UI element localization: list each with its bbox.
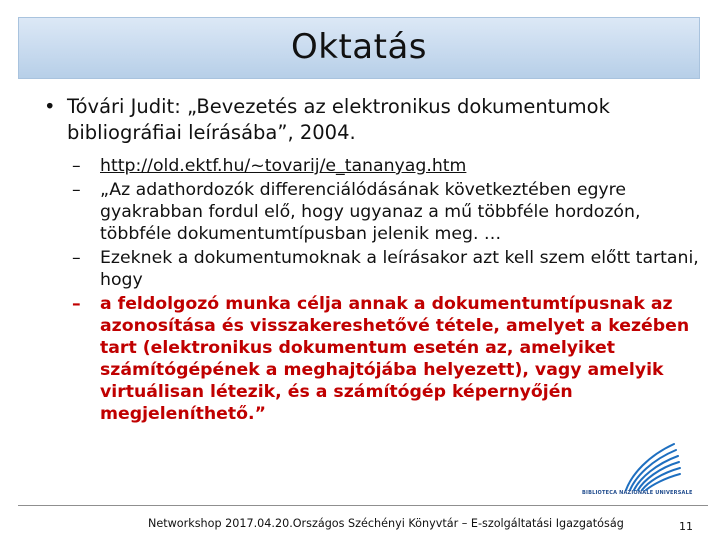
- main-bullet-text: Tóvári Judit: „Bevezetés az elektronikus dokumentumok bibliográfiai leírásába”, 2004.: [67, 95, 610, 144]
- dash-icon: –: [72, 180, 81, 200]
- main-bullet: [30, 94, 710, 146]
- footer-divider: [18, 505, 708, 506]
- sub-item-link: [30, 155, 710, 177]
- sub-item-text: „Az adathordozók differenciálódásának következtében egyre gyakrabban fordul elő, hogy ugyanaz a mű többféle hordozón, többféle dokumentumtípusban jelenik meg. …: [100, 180, 641, 244]
- footer-text: Networkshop 2017.04.20.Országos Széchényi Könyvtár – E-szolgáltatási Igazgatóság: [148, 517, 624, 530]
- slide-body: [30, 94, 710, 425]
- logo-caption: BIBLIOTECA NAZIONALE UNIVERSALE: [582, 490, 693, 496]
- slide-title: Oktatás: [291, 27, 427, 67]
- dash-icon: –: [72, 294, 81, 314]
- dash-icon: –: [72, 156, 81, 176]
- dash-icon: –: [72, 248, 81, 268]
- bullet-dot-icon: •: [44, 95, 56, 118]
- sub-item-text: Ezeknek a dokumentumoknak a leírásakor azt kell szem előtt tartani, hogy: [100, 248, 699, 290]
- sub-item-text: a feldolgozó munka célja annak a dokumentumtípusnak az azonosítása és visszakereshetővé tétele, amelyet a kezében tart (elektronikus dokumentum esetén az, amelyiket számítógépének a meghajtójába helyezett), vagy amelyik virtuálisan létezik, és a számítógép képernyőjén megjeleníthető.”: [100, 294, 690, 424]
- course-link[interactable]: http://old.ektf.hu/~tovarij/e_tananyag.htm: [100, 156, 467, 176]
- sub-item-quote: [30, 179, 710, 245]
- sub-item-note: [30, 247, 710, 291]
- title-bar: [18, 17, 700, 79]
- page-number: 11: [679, 520, 693, 533]
- sub-item-emphasis: [30, 293, 710, 425]
